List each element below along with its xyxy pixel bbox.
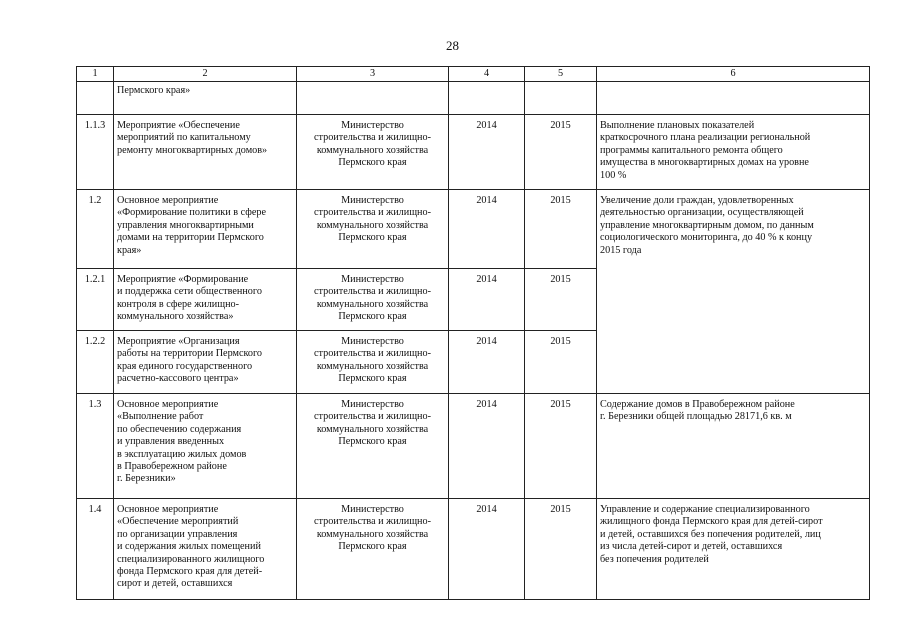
- cell-result-merged: Увеличение доли граждан, удовлетворенных деятельностью организации, осуществляющей управление многоквартирным домом, по данным социологического мониторинга, до 40 % к концу 2015 года: [597, 190, 870, 394]
- cell-start: 2014: [449, 190, 525, 269]
- program-table: [76, 66, 870, 600]
- cell-num: 1.2: [77, 190, 114, 269]
- header-col-4: 4: [449, 67, 525, 82]
- cell-executor: Министерство строительства и жилищно- коммунального хозяйства Пермского края: [297, 394, 449, 499]
- cell-num: 1.2.1: [77, 269, 114, 331]
- cell-end: 2015: [525, 331, 597, 394]
- cell-num: 1.1.3: [77, 115, 114, 190]
- cell-end: 2015: [525, 269, 597, 331]
- cell-end: 2015: [525, 190, 597, 269]
- header-col-1: 1: [77, 67, 114, 82]
- cell-name: Основное мероприятие «Выполнение работ по обеспечению содержания и управления введенных в эксплуатацию жилых домов в Правобережном районе г. Березники»: [114, 394, 297, 499]
- table-row: [77, 190, 870, 269]
- cell-name: Основное мероприятие «Обеспечение мероприятий по организации управления и содержания жилых помещений специализированного жилищного фонда Пермского края для детей- сирот и детей, оставшихся: [114, 499, 297, 600]
- header-col-2: 2: [114, 67, 297, 82]
- cell-result: Содержание домов в Правобережном районе г. Березники общей площадью 28171,6 кв. м: [597, 394, 870, 499]
- cell-num: 1.4: [77, 499, 114, 600]
- cell-executor: Министерство строительства и жилищно- коммунального хозяйства Пермского края: [297, 190, 449, 269]
- table-row: [77, 115, 870, 190]
- table-row-continuation: [77, 82, 870, 115]
- cell-start: 2014: [449, 269, 525, 331]
- cell-end: [525, 82, 597, 115]
- cell-name: Мероприятие «Обеспечение мероприятий по капитальному ремонту многоквартирных домов»: [114, 115, 297, 190]
- cell-start: 2014: [449, 394, 525, 499]
- cell-start: 2014: [449, 331, 525, 394]
- page-number: 28: [446, 38, 459, 53]
- cell-start: 2014: [449, 499, 525, 600]
- cell-end: 2015: [525, 394, 597, 499]
- header-col-5: 5: [525, 67, 597, 82]
- cell-end: 2015: [525, 115, 597, 190]
- cell-end: 2015: [525, 499, 597, 600]
- cell-executor: Министерство строительства и жилищно- коммунального хозяйства Пермского края: [297, 115, 449, 190]
- cell-executor: Министерство строительства и жилищно- коммунального хозяйства Пермского края: [297, 269, 449, 331]
- cell-num: 1.2.2: [77, 331, 114, 394]
- cell-start: 2014: [449, 115, 525, 190]
- cell-name: Основное мероприятие «Формирование политики в сфере управления многоквартирными домами на территории Пермского края»: [114, 190, 297, 269]
- header-col-6: 6: [597, 67, 870, 82]
- header-col-3: 3: [297, 67, 449, 82]
- cell-executor: Министерство строительства и жилищно- коммунального хозяйства Пермского края: [297, 499, 449, 600]
- cell-num: 1.3: [77, 394, 114, 499]
- cell-result: Управление и содержание специализированного жилищного фонда Пермского края для детей-сирот и детей, оставшихся без попечения родителей, лиц из числа детей-сирот и детей, оставшихся без попечения родителей: [597, 499, 870, 600]
- cell-name: Мероприятие «Организация работы на территории Пермского края единого государственного расчетно-кассового центра»: [114, 331, 297, 394]
- cell-num: [77, 82, 114, 115]
- table-row: [77, 499, 870, 600]
- cell-name: Пермского края»: [114, 82, 297, 115]
- table-header-row: [77, 67, 870, 82]
- cell-result: Выполнение плановых показателей краткосрочного плана реализации региональной программы капитального ремонта общего имущества в многоквартирных домах на уровне 100 %: [597, 115, 870, 190]
- cell-start: [449, 82, 525, 115]
- cell-executor: Министерство строительства и жилищно- коммунального хозяйства Пермского края: [297, 331, 449, 394]
- cell-name: Мероприятие «Формирование и поддержка сети общественного контроля в сфере жилищно- коммунального хозяйства»: [114, 269, 297, 331]
- cell-result: [597, 82, 870, 115]
- table-row: [77, 394, 870, 499]
- cell-executor: [297, 82, 449, 115]
